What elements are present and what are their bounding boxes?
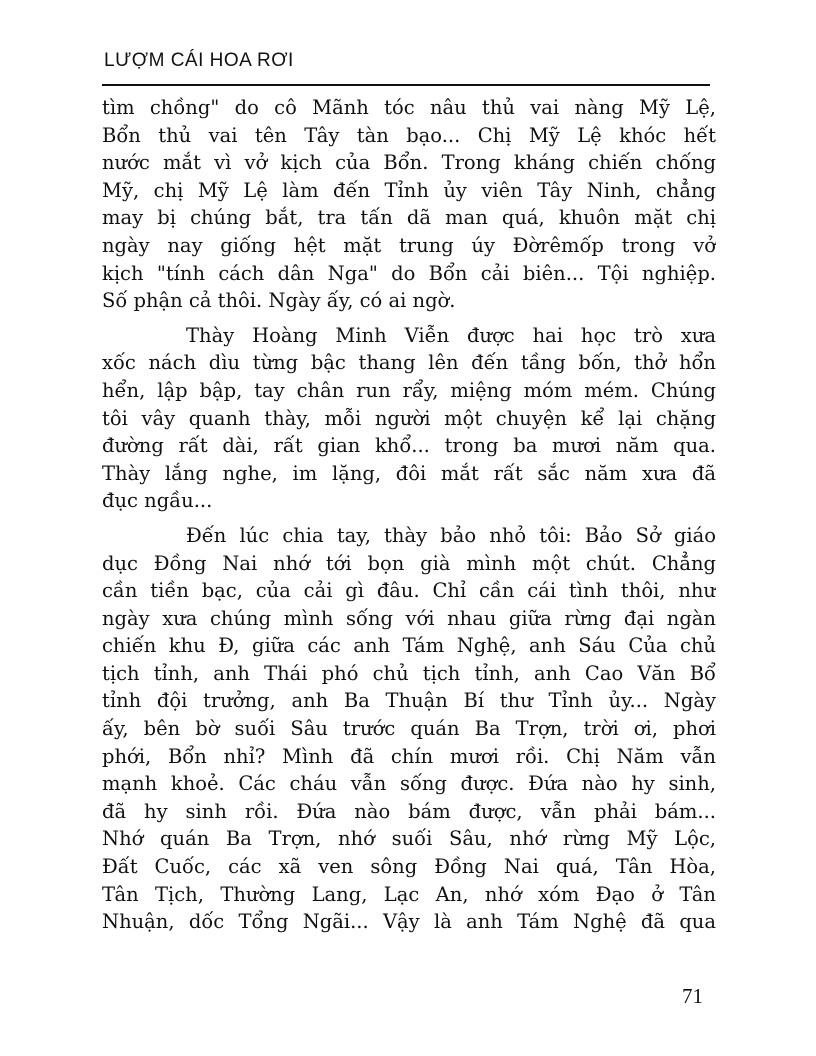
text-line: Đến lúc chia tay, thày bảo nhỏ tôi: Bảo Sở giáo: [186, 523, 716, 547]
text-line: Thày lắng nghe, im lặng, đôi mắt rất sắc năm xưa đã: [102, 461, 716, 485]
text-line: phới, Bổn nhỉ? Mình đã chín mươi rồi. Chị Năm vẫn: [102, 744, 716, 768]
text-line: Nhớ quán Ba Trợn, nhớ suối Sâu, nhớ rừng Mỹ Lộc,: [102, 827, 716, 851]
body-text: [102, 94, 716, 943]
text-line: đã hy sinh rồi. Đứa nào bám được, vẫn phải bám...: [102, 799, 716, 823]
text-line: Thày Hoàng Minh Viễn được hai học trò xưa: [186, 323, 716, 347]
text-line: hển, lập bập, tay chân run rẩy, miệng móm mém. Chúng: [102, 378, 716, 402]
text-line: Số phận cả thôi. Ngày ấy, có ai ngờ.: [102, 289, 456, 313]
text-line: dục Đồng Nai nhớ tới bọn già mình một chút. Chẳng: [102, 551, 716, 575]
text-line: đục ngầu...: [102, 489, 213, 513]
text-line: tôi vây quanh thày, mỗi người một chuyện kể lại chặng: [102, 406, 716, 430]
text-line: xốc nách dìu từng bậc thang lên đến tầng bốn, thở hổn: [102, 351, 716, 375]
text-line: ấy, bên bờ suối Sâu trước quán Ba Trợn, trời ơi, phơi: [102, 717, 716, 741]
text-line: nước mắt vì vở kịch của Bổn. Trong kháng chiến chống: [102, 151, 716, 175]
text-line: ngày nay giống hệt mặt trung úy Đờrêmốp trong vở: [102, 233, 716, 257]
text-line: Tân Tịch, Thường Lang, Lạc An, nhớ xóm Đạo ở Tân: [102, 882, 716, 906]
text-line: ngày xưa chúng mình sống với nhau giữa rừng đại ngàn: [102, 606, 716, 630]
text-line: Nhuận, dốc Tổng Ngãi... Vậy là anh Tám Nghệ đã qua: [102, 910, 716, 934]
text-line: tìm chồng" do cô Mãnh tóc nâu thủ vai nàng Mỹ Lệ,: [102, 96, 716, 119]
text-line: cần tiền bạc, của cải gì đâu. Chỉ cần cái tình thôi, như: [102, 579, 716, 603]
text-line: may bị chúng bắt, tra tấn dã man quá, khuôn mặt chị: [102, 206, 716, 230]
text-line: đường rất dài, rất gian khổ... trong ba mươi năm qua.: [102, 434, 716, 458]
paragraph: [102, 94, 716, 315]
text-line: Mỹ, chị Mỹ Lệ làm đến Tỉnh ủy viên Tây Ninh, chẳng: [102, 178, 716, 202]
text-line: mạnh khoẻ. Các cháu vẫn sống được. Đứa nào hy sinh,: [102, 772, 716, 796]
header-rule: [102, 84, 710, 86]
paragraph: [102, 322, 716, 515]
text-line: kịch "tính cách dân Nga" do Bổn cải biên... Tội nghiệp.: [102, 261, 716, 285]
text-line: chiến khu Đ, giữa các anh Tám Nghệ, anh Sáu Của chủ: [102, 634, 716, 658]
page-number: 71: [682, 984, 703, 1008]
text-line: tỉnh đội trưởng, anh Ba Thuận Bí thư Tỉnh ủy... Ngày: [102, 689, 716, 713]
running-header: LƯỢM CÁI HOA RƠI: [104, 50, 294, 71]
text-line: Bổn thủ vai tên Tây tàn bạo... Chị Mỹ Lệ khóc hết: [102, 123, 716, 147]
paragraph: [102, 522, 716, 936]
text-line: tịch tỉnh, anh Thái phó chủ tịch tỉnh, anh Cao Văn Bổ: [102, 661, 716, 685]
text-line: Đất Cuốc, các xã ven sông Đồng Nai quá, Tân Hòa,: [102, 855, 716, 879]
